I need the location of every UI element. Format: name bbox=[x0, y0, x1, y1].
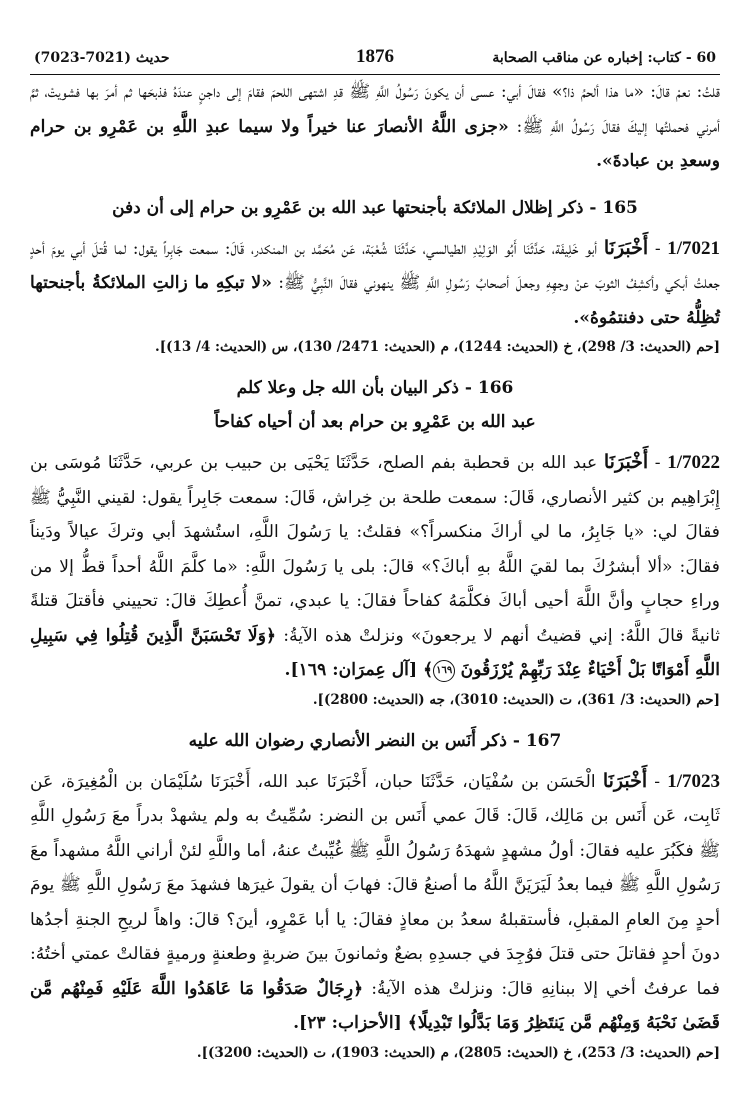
section-166-title-line1: 166 - ذكر البيان بأن الله جل وعلا كلم bbox=[236, 378, 514, 398]
intro-paragraph bbox=[30, 75, 720, 179]
intro-bold-quote: «جزى اللَّهُ الأنصارَ عنا خيراً ولا سيما عبدِ اللَّهِ بن عَمْرِو بن حرام وسعدِ بن عبادةَ». bbox=[30, 116, 720, 171]
hadith-text: الْحَسَن بن سُفْيَان، حَدَّثَنَا حبان، أَخْبَرَنَا عبد الله، أَخْبَرَنَا سُلَيْمَان بن الْمُغِيرَة، عَن ثَابِت، عَن أَنَس بن مَالِك، قَالَ: قَالَ عمي أَنَس بن النضر: سُمِّيتُ به ولم يشهدْ بدراً معَ رَسُولِ اللَّهِ ﷺ فكَبُرَ عليه فقالَ: أولُ مشهدٍ شهدَهُ رَسُولُ اللَّهِ ﷺ غُيِّبتُ عنهُ، أما واللَّهِ لئنْ أراني اللَّهُ مشهداً معَ رَسُولِ اللَّهِ ﷺ فيما بعدُ لَيَرَيَنَّ اللَّهُ ما أصنعُ قالَ: فهابَ أن يقولَ غيرَها فشهدَ معَ رَسُولِ اللَّهِ ﷺ يومَ أحدٍ مِنَ العامِ المقبلِ، فأستقبلهُ سعدُ بن معاذٍ فقالَ: يا أبا عَمْرٍو، أينَ؟ قالَ: واهاً لريحِ الجنةِ أجدُها دونَ أحدٍ فقاتلَ حتى قتلَ فوُجِدَ في جسدِهِ بضعٌ وثمانونَ بينَ ضربةٍ وطعنةٍ ورميةٍ فقالتْ عمتي أختُهُ: فما عرفتُ أخي إلا ببنانِهِ قالَ: ونزلتْ هذه الآيةُ: bbox=[30, 771, 720, 999]
page-number: 1876 bbox=[356, 46, 394, 67]
hadith-text: عبد الله بن قحطبة بفم الصلح، حَدَّثَنَا يَحْيَى بن حبيب بن عربي، حَدَّثَنَا مُوسَى بن إِبْرَاهِيم بن كثير الأنصاري، قَالَ: سمعت طلحة بن خِراش، قَالَ: سمعت جَابِراً يقول: لقيني النَّبِيُّ ﷺ فقالَ لي: «يا جَابِرُ، ما لي أراكَ منكسراً؟» فقلتُ: يا رَسُولَ اللَّهِ، استُشهدَ أبي وتركَ عيالاً ودَيناً فقالَ: «ألا أبشرُكَ بما لقيَ اللَّهُ بهِ أباكَ؟» قالَ: بلى يا رَسُولَ اللَّهِ: «ما كلَّمَ اللَّهُ أحداً قطُّ إلا من وراءِ حجابٍ وأنَّ اللَّهَ أحيى أباكَ فكلَّمَهُ كفاحاً فقالَ: يا عبدي، تمنَّ أُعطِكَ قالَ: تحييني فأقتلَ قتلةً ثانيةً قالَ اللَّهُ: إني قضيتُ أنهم لا يرجعونَ» ونزلتْ هذه الآيةُ: bbox=[30, 453, 720, 646]
hadith-range: حديث (7021-7023) bbox=[34, 50, 170, 66]
quran-verse: ﴿رِجَالٌ صَدَقُوا مَا عَاهَدُوا اللَّهَ عَلَيْهِ فَمِنْهُم مَّن قَضَىٰ نَحْبَهُ وَمِنْهُم مَّن يَنتَظِرُ وَمَا بَدَّلُوا تَبْدِيلًا﴾ bbox=[30, 978, 720, 1033]
hadith-7021-references: [حم (الحديث: 3/ 298)، خ (الحديث: 1244)، م (الحديث: 2471/ 130)، س (الحديث: 4/ 13)]. bbox=[155, 339, 720, 355]
hadith-bold-quote: «لا تبكِهِ ما زالتِ الملائكةُ بأجنحتها تُظِلُّهُ حتى دفنتمُوهُ». bbox=[30, 273, 720, 328]
hadith-number: 1/7022 bbox=[667, 452, 720, 473]
hadith-7022-references: [حم (الحديث: 3/ 361)، ت (الحديث: 3010)، جه (الحديث: 2800)]. bbox=[312, 691, 720, 708]
hadith-7022: 1/7022 - أَخْبَرَنَا عبد الله بن قحطبة بفم الصلح، حَدَّثَنَا يَحْيَى بن حبيب بن عربي، حَدَّثَنَا مُوسَى بن إِبْرَاهِيم بن كثير الأنصاري، قَالَ: سمعت طلحة بن خِراش، قَالَ: سمعت جَابِراً يقول: لقيني النَّبِيُّ ﷺ فقالَ لي: «يا جَابِرُ، ما لي أراكَ منكسراً؟» فقلتُ: يا رَسُولَ اللَّهِ، استُشهدَ أبي وتركَ عيالاً ودَيناً فقالَ: «ألا أبشرُكَ بما لقيَ اللَّهُ بهِ أباكَ؟» قالَ: بلى يا رَسُولَ اللَّهِ: «ما كلَّمَ اللَّهُ أحداً قطُّ إلا من وراءِ حجابٍ وأنَّ اللَّهَ أحيى أباكَ فكلَّمَهُ كفاحاً فقالَ: يا عبدي، تمنَّ أُعطِكَ قالَ: تحييني فأقتلَ قتلةً ثانيةً قالَ اللَّهُ: إني قضيتُ أنهم لا يرجعونَ» ونزلتْ هذه الآيةُ: ﴿وَلَا تَحْسَبَنَّ الَّذِينَ قُتِلُوا فِي سَبِيلِ اللَّهِ أَمْوَاتًا بَلْ أَحْيَاءٌ عِنْدَ رَبِّهِمْ يُرْزَقُونَ ١٦٩﴾ [آل عِمرَان: ١٦٩]. bbox=[30, 451, 720, 680]
akhbarana-label: أَخْبَرَنَا bbox=[603, 451, 649, 473]
hadith-7021: 1/7021 - أَخْبَرَنَا أبو خَلِيفَة، حَدَّثَنَا أَبُو الوَلِيْدِ الطيالسي، حَدَّثَنَا شُعْبَة، عَن مُحَمَّد بن المنكدر، قَالَ: سمعت جَابِراً يقول: لما قُتلَ أبي يومَ أحدٍ جعلتُ أبكي وأكشِفُ الثوبَ عنْ وجهِهِ وجعلَ أصحابُ رَسُولِ اللَّهِ ﷺ ينهوني فقالَ النَّبِيُّ ﷺ: «لا تبكِهِ ما زالتِ الملائكةُ بأجنحتها تُظِلُّهُ حتى دفنتمُوهُ». bbox=[30, 236, 721, 328]
book-page bbox=[30, 40, 720, 1065]
quran-verse: ﴿وَلَا تَحْسَبَنَّ الَّذِينَ قُتِلُوا فِي سَبِيلِ اللَّهِ أَمْوَاتًا بَلْ أَحْيَاءٌ عِنْدَ رَبِّهِمْ يُرْزَقُونَ bbox=[30, 625, 720, 680]
intro-text: قلتُ: نعمْ قالَ: «ما هذا ألحمُ ذا؟» فقالَ أبي: عسى أن يكونَ رَسُولُ اللَّهِ ﷺ قدِ اشتهى اللحمَ فقامَ إلى داجنٍ عندَهُ فذبحَها ثم أمرَ بها فشويتْ، ثمَّ أمرني فحملتُها إليكَ فقالَ رَسُولُ اللَّهِ ﷺ: bbox=[30, 82, 720, 137]
quran-reference: [الأحزاب: ٢٣]. bbox=[293, 1013, 408, 1033]
section-165-title: 165 - ذكر إظلال الملائكة بأجنحتها عبد الله بن عَمْرِو بن حرام إلى أن دفن bbox=[112, 197, 638, 218]
section-166-title bbox=[30, 371, 720, 439]
chapter-title: 60 - كتاب: إخباره عن مناقب الصحابة bbox=[492, 50, 716, 66]
quran-reference: [آل عِمرَان: ١٦٩]. bbox=[284, 660, 424, 680]
section-167-title: 167 - ذكر أَنَس بن النضر الأنصاري رضوان الله عليه bbox=[188, 730, 562, 751]
hadith-number: 1/7021 bbox=[667, 237, 721, 259]
akhbarana-label: أَخْبَرَنَا bbox=[602, 769, 648, 792]
ayah-number-marker: ١٦٩ bbox=[433, 660, 455, 682]
hadith-number: 1/7023 bbox=[667, 770, 721, 792]
hadith-text: أبو خَلِيفَة، حَدَّثَنَا أَبُو الوَلِيْدِ الطيالسي، حَدَّثَنَا شُعْبَة، عَن مُحَمَّد بن المنكدر، قَالَ: سمعت جَابِراً يقول: لما قُتلَ أبي يومَ أحدٍ جعلتُ أبكي وأكشِفُ الثوبَ عنْ وجهِهِ وجعلَ أصحابُ رَسُولِ اللَّهِ ﷺ ينهوني فقالَ النَّبِيُّ ﷺ: bbox=[30, 238, 720, 293]
quran-verse-end: ﴾ bbox=[423, 660, 434, 680]
akhbarana-label: أَخْبَرَنَا bbox=[603, 236, 649, 259]
page-header bbox=[30, 40, 720, 75]
section-166-title-line2: عبد الله بن عَمْرِو بن حرام بعد أن أحياه كفاحاً bbox=[214, 412, 536, 432]
hadith-7023-references: [حم (الحديث: 3/ 253)، خ (الحديث: 2805)، م (الحديث: 1903)، ت (الحديث: 3200)]. bbox=[196, 1044, 720, 1061]
hadith-7023: 1/7023 - أَخْبَرَنَا الْحَسَن بن سُفْيَان، حَدَّثَنَا حبان، أَخْبَرَنَا عبد الله، أَخْبَرَنَا سُلَيْمَان بن الْمُغِيرَة، عَن ثَابِت، عَن أَنَس بن مَالِك، قَالَ: قَالَ عمي أَنَس بن النضر: سُمِّيتُ به ولم يشهدْ بدراً معَ رَسُولِ اللَّهِ ﷺ فكَبُرَ عليه فقالَ: أولُ مشهدٍ شهدَهُ رَسُولُ اللَّهِ ﷺ غُيِّبتُ عنهُ، أما واللَّهِ لئنْ أراني اللَّهُ مشهداً معَ رَسُولِ اللَّهِ ﷺ فيما بعدُ لَيَرَيَنَّ اللَّهُ ما أصنعُ قالَ: فهابَ أن يقولَ غيرَها فشهدَ معَ رَسُولِ اللَّهِ ﷺ يومَ أحدٍ مِنَ العامِ المقبلِ، فأستقبلهُ سعدُ بن معاذٍ فقالَ: يا أبا عَمْرٍو، أينَ؟ قالَ: واهاً لريحِ الجنةِ أجدُها دونَ أحدٍ فقاتلَ حتى قتلَ فوُجِدَ في جسدِهِ بضعٌ وثمانونَ بينَ ضربةٍ وطعنةٍ ورميةٍ فقالتْ عمتي أختُهُ: فما عرفتُ أخي إلا ببنانِهِ قالَ: ونزلتْ هذه الآيةُ: ﴿رِجَالٌ صَدَقُوا مَا عَاهَدُوا اللَّهَ عَلَيْهِ فَمِنْهُم مَّن قَضَىٰ نَحْبَهُ وَمِنْهُم مَّن يَنتَظِرُ وَمَا بَدَّلُوا تَبْدِيلًا﴾ [الأحزاب: ٢٣]. bbox=[30, 769, 721, 1033]
